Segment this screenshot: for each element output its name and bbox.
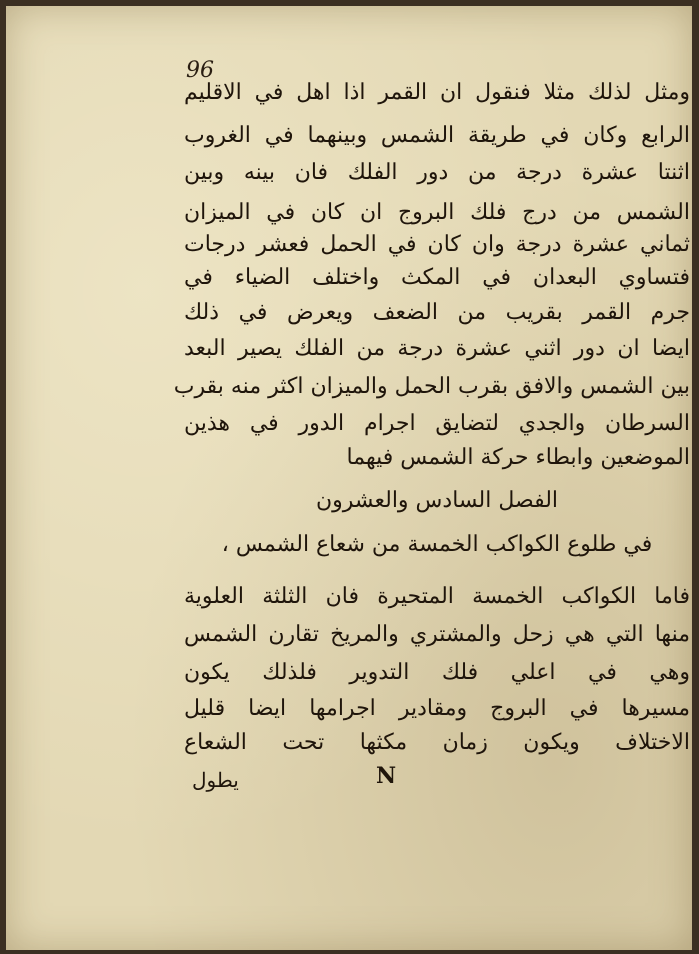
text-line: اثنتا عشرة درجة من دور الفلك فان بينه وبين [184, 160, 690, 185]
chapter-subheading: في طلوع الكواكب الخمسة من شعاع الشمس ، [221, 532, 653, 557]
text-line: بين الشمس والافق بقرب الحمل والميزان اكثر منه بقرب [173, 374, 690, 399]
text-line: السرطان والجدي لتضايق اجرام الدور في هذين [184, 411, 690, 436]
text-line: الرابع وكان في طريقة الشمس وبينهما في الغروب [184, 123, 690, 148]
text-line: الموضعين وابطاء حركة الشمس فيهما [346, 445, 690, 470]
text-line: الاختلاف ويكون زمان مكثها تحت الشعاع [184, 730, 690, 755]
text-line: ومثل لذلك مثلا فنقول ان القمر اذا اهل في الاقليم [184, 80, 690, 105]
text-line: وهي في اعلي فلك التدوير فلذلك يكون [184, 660, 690, 685]
text-line: الشمس من درج فلك البروج ان كان في الميزان [184, 200, 690, 225]
text-line: ايضا ان دور اثني عشرة درجة من الفلك يصير البعد [184, 336, 690, 361]
chapter-heading: الفصل السادس والعشرون [315, 488, 559, 513]
text-line: منها التي هي زحل والمشتري والمريخ تقارن الشمس [184, 622, 690, 647]
page-number: 96 [186, 58, 214, 83]
manuscript-page [6, 6, 692, 950]
text-line: جرم القمر بقريب من الضعف ويعرض في ذلك [184, 300, 690, 325]
signature-mark: N [376, 763, 397, 789]
text-line: مسيرها في البروج ومقادير اجرامها ايضا قليل [184, 696, 690, 721]
text-line: فتساوي البعدان في المكث واختلف الضياء في [184, 265, 690, 290]
text-line: فاما الكواكب الخمسة المتحيرة فان الثلثة العلوية [184, 584, 690, 609]
text-line: ثماني عشرة درجة وان كان في الحمل فعشر درجات [184, 232, 690, 257]
catchword: يطول [192, 768, 239, 792]
